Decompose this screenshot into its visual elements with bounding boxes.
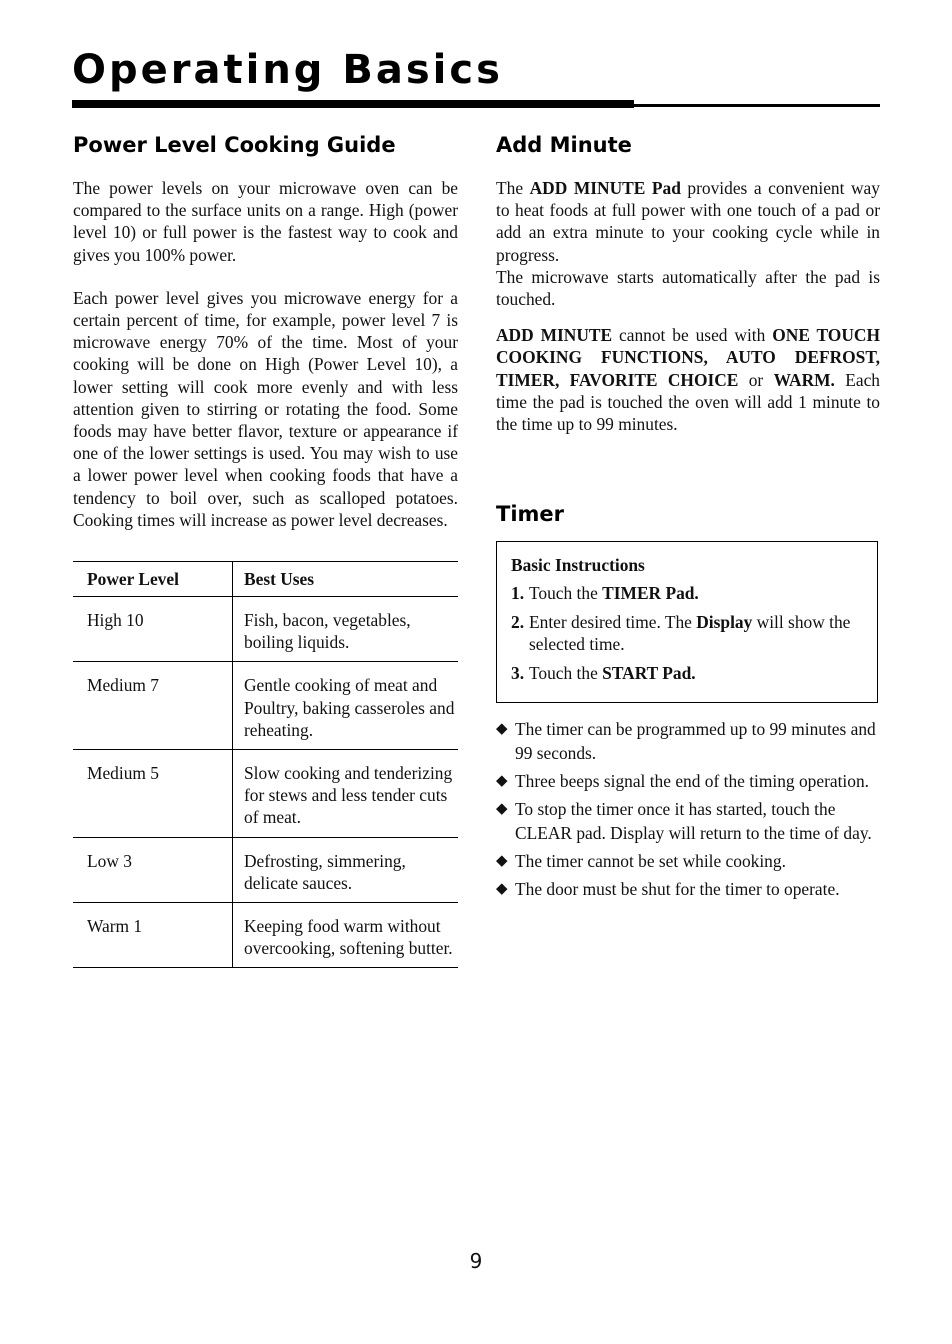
table-row (73, 662, 458, 750)
note-text: The door must be shut for the timer to operate. (515, 879, 840, 900)
warm-term: WARM. (773, 369, 835, 390)
add-minute-paragraph-1 (496, 177, 880, 310)
add-minute-heading: Add Minute (496, 133, 632, 157)
text-run: Each time the pad is touched the oven will add 1 minute to the time up to 99 minutes. (496, 369, 880, 435)
table-header-power-level: Power Level (73, 562, 233, 597)
step-number: 3. (511, 663, 525, 684)
step-text (529, 582, 865, 604)
best-uses-cell: Defrosting, simmering, delicate sauces. (233, 837, 459, 902)
best-uses-cell: Slow cooking and tenderizing for stews and less tender cuts of meat. (233, 750, 459, 838)
text-run: The (496, 178, 530, 198)
page-number: 9 (469, 1249, 483, 1273)
power-level-cell: Warm 1 (73, 903, 233, 968)
diamond-bullet-icon: ◆ (496, 721, 508, 738)
note-text: The timer cannot be set while cooking. (515, 851, 786, 872)
step-number: 2. (511, 612, 525, 633)
step-term: Display (696, 612, 753, 633)
text-run: or (738, 369, 774, 390)
best-uses-cell: Keeping food warm without overcooking, softening butter. (233, 903, 459, 968)
power-level-guide-heading: Power Level Cooking Guide (73, 133, 396, 157)
text-run: Enter desired time. The (529, 612, 697, 633)
step-number: 1. (511, 583, 525, 604)
basic-instructions-title: Basic Instructions (511, 555, 645, 576)
note-text: To stop the timer once it has started, touch the CLEAR pad. Display will return to the time of day. (515, 799, 872, 844)
add-minute-paragraph-2 (496, 324, 880, 435)
best-uses-cell: Gentle cooking of meat and Poultry, baking casseroles and reheating. (233, 662, 459, 750)
note-text: Three beeps signal the end of the timing operation. (515, 771, 869, 792)
timer-heading: Timer (496, 502, 565, 527)
text-run: provides a convenient way to heat foods at full power with one touch of a pad or add an extra minute to your cooking cycle while in progress. (496, 178, 880, 265)
power-level-cell: Medium 5 (73, 750, 233, 838)
diamond-bullet-icon: ◆ (496, 853, 508, 870)
instruction-step (511, 582, 865, 604)
step-text (529, 611, 865, 655)
text-run: will show the selected time. (529, 612, 851, 655)
text-run: The microwave starts automatically after the pad is touched. (496, 266, 880, 310)
step-term: START Pad. (602, 663, 696, 684)
diamond-bullet-icon: ◆ (496, 773, 508, 790)
table-row (73, 837, 458, 902)
best-uses-cell: Fish, bacon, vegetables, boiling liquids. (233, 597, 459, 662)
text-run: Touch the (529, 663, 603, 684)
title-rule-thick (72, 100, 634, 108)
list-item (496, 797, 880, 845)
diamond-bullet-icon: ◆ (496, 801, 508, 818)
list-item (496, 849, 880, 873)
list-item (496, 769, 880, 793)
right-column (496, 130, 880, 905)
step-text (529, 662, 865, 684)
left-column (73, 130, 458, 968)
text-run: cannot be used with (612, 325, 773, 346)
power-level-cell: Medium 7 (73, 662, 233, 750)
power-level-intro-paragraph: The power levels on your microwave oven can be compared to the surface units on a range. High (power level 10) or full power is the fastest way to cook and gives you 100% power. (73, 178, 458, 265)
page-title: Operating Basics (72, 47, 503, 93)
add-minute-term: ADD MINUTE (496, 325, 613, 346)
list-item (496, 877, 880, 901)
power-level-cell: High 10 (73, 597, 233, 662)
instruction-step (511, 662, 865, 684)
note-text: The timer can be programmed up to 99 minutes and 99 seconds. (515, 719, 876, 764)
add-minute-pad-term: ADD MINUTE Pad (529, 178, 681, 198)
step-term: TIMER Pad. (602, 583, 699, 604)
title-rule-thin (634, 104, 880, 107)
table-row (73, 750, 458, 838)
basic-instructions-box (496, 541, 878, 703)
list-item (496, 717, 880, 765)
table-header-best-uses: Best Uses (233, 562, 459, 597)
table-header-row (73, 562, 458, 597)
timer-notes-list (496, 717, 880, 901)
diamond-bullet-icon: ◆ (496, 881, 508, 898)
table-row (73, 597, 458, 662)
power-level-detail-paragraph: Each power level gives you microwave energy for a certain percent of time, for example, power level 7 is microwave energy 70% of the time. Most of your cooking will be done on High (Power Level 10), a lower setting will cook more evenly and with less attention given to stirring or rotating the food. Some foods may have better flavor, texture or appearance if one of the lower settings is used. You may wish to use a lower power level when cooking foods that have a tendency to boil over, such as scalloped potatoes. Cooking times will increase as power level decreases. (73, 287, 458, 530)
text-run: Touch the (529, 583, 603, 604)
power-level-table (73, 561, 458, 968)
instruction-step (511, 611, 865, 655)
excluded-functions-term: ONE TOUCH COOKING FUNCTIONS, AUTO DEFROST, TIMER, FAVORITE CHOICE (496, 325, 880, 390)
power-level-cell: Low 3 (73, 837, 233, 902)
table-row (73, 903, 458, 968)
